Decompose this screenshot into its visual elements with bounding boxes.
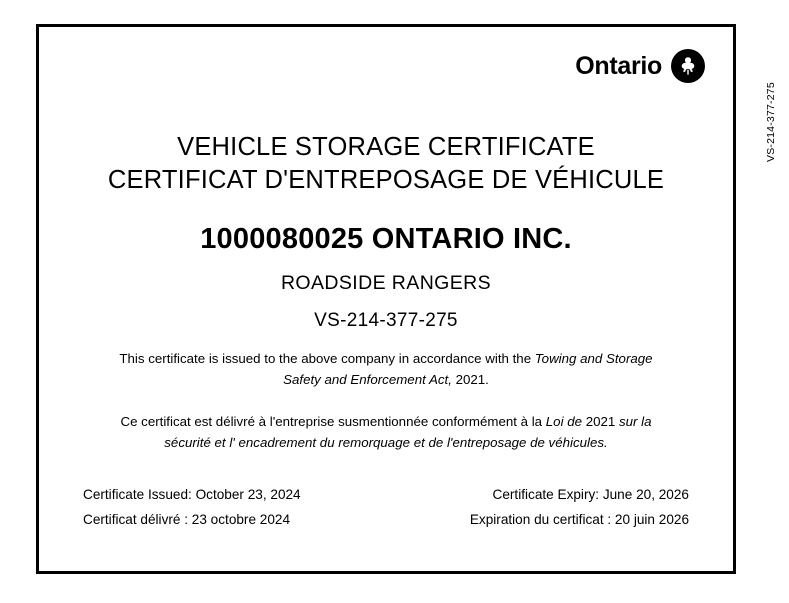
issued-english: Certificate Issued: October 23, 2024 <box>83 487 301 502</box>
ontario-logo <box>575 49 705 83</box>
legal-fr-act-2: sur la sécurité et l' encadrement du remorquage et de l'entreposage de véhicules. <box>164 414 652 450</box>
expiry-french: Expiration du certificat : 20 juin 2026 <box>469 512 689 528</box>
legal-fr-part2: 2021 <box>582 414 619 429</box>
legal-en-act: Towing and Storage Safety and Enforcement Act, <box>283 351 653 387</box>
issued-french: Certificat délivré : 23 octobre 2024 <box>83 512 291 528</box>
ontario-wordmark: Ontario <box>575 51 662 80</box>
trillium-icon <box>671 49 705 83</box>
legal-fr-part1: Ce certificat est délivré à l'entreprise susmentionnée conformément à la <box>120 414 546 429</box>
legal-en-part1: This certificate is issued to the above company in accordance with the <box>119 351 535 366</box>
trade-name: ROADSIDE RANGERS <box>280 272 492 294</box>
issue-dates <box>83 482 301 532</box>
legal-en-part2: 2021. <box>451 371 489 387</box>
company-name: 1000080025 ONTARIO INC. <box>200 223 572 255</box>
certificate-titles <box>39 131 733 197</box>
title-english: VEHICLE STORAGE CERTIFICATE <box>177 133 595 161</box>
legal-text-french <box>99 412 673 453</box>
certificate-number: VS-214-377-275 <box>314 310 458 331</box>
legal-text-english <box>101 349 671 390</box>
expiry-english: Certificate Expiry: June 20, 2026 <box>492 487 689 502</box>
expiry-dates <box>470 482 689 532</box>
certificate-border <box>36 24 736 574</box>
legal-fr-act-1: Loi de <box>545 414 583 429</box>
title-french: CERTIFICAT D'ENTREPOSAGE DE VÉHICULE <box>107 166 665 195</box>
side-certificate-code: VS-214-377-275 <box>765 82 777 162</box>
